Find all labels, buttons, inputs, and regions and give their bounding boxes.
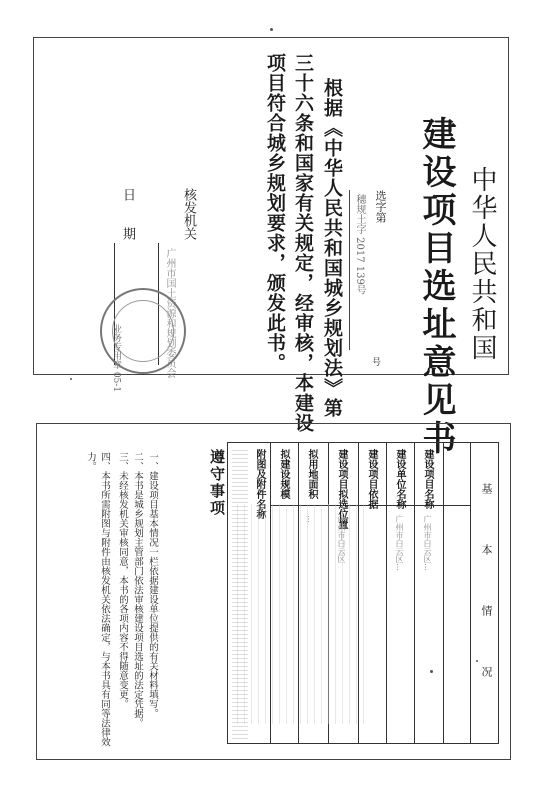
- table-divider: [470, 443, 471, 743]
- field-label-unit-name: 建设单位名称: [394, 449, 405, 509]
- seal-text: 业务专用章 05-1: [111, 324, 121, 393]
- field-value-project-name: 广州市白云区…: [423, 515, 432, 571]
- number-underline: [349, 190, 351, 350]
- certificate-number-value: 穗规土字 2017 139号: [354, 194, 365, 295]
- table-col-band: [386, 443, 387, 743]
- field-label-area: 拟用地面积: [306, 449, 317, 499]
- notice-item-2: 二、本书是城乡规划主管部门依法审核建设项目选址的法定凭据。: [132, 452, 143, 728]
- field-value-area: …: [306, 515, 315, 523]
- notice-title: 遵守事项: [208, 449, 226, 517]
- date-label: 日 期: [120, 188, 135, 240]
- table-divider: [443, 443, 444, 743]
- scan-speck: [270, 28, 273, 31]
- body-line-3: 项目符合城乡规划要求，颁发此书。: [264, 53, 286, 373]
- attachments-label: 附图及附件名称: [254, 449, 265, 519]
- number-suffix: 号: [372, 358, 382, 368]
- form-page: [36, 423, 511, 760]
- issuer-value: 广州市国土资源和规划委员会: [164, 248, 175, 378]
- official-seal: [100, 288, 186, 393]
- notice-item-3: 三、未经核发机关审核同意，本书的各项内容不得随意变更。: [117, 452, 128, 709]
- field-label-scale: 拟建设规模: [278, 449, 289, 499]
- body-line-1: 根据《中华人民共和国城乡规划法》第: [321, 78, 343, 418]
- certificate-number-label: 选字第: [374, 190, 387, 223]
- field-value-location: 广州市白云区: [337, 515, 346, 563]
- country-title: 中华人民共和国: [467, 166, 497, 362]
- notice-item-1: 一、建设项目基本情况一栏依据建设单位提供的有关材料填写。: [147, 452, 158, 718]
- field-label-location: 建设项目拟选位置: [336, 449, 347, 529]
- field-label-project-name: 建设项目名称: [422, 449, 433, 509]
- basic-info-label: 基本情况: [480, 483, 493, 727]
- table-col-band: [414, 443, 415, 743]
- faint-text-area: [237, 504, 367, 724]
- certificate-page: [33, 37, 509, 458]
- issuer-label: 核发机关: [181, 188, 196, 240]
- field-value-unit-name: 广州市白云区…: [395, 515, 404, 571]
- field-label-basis: 建设项目依据: [366, 449, 377, 509]
- certificate-title: 建设项目选址意见书: [416, 116, 456, 458]
- notice-item-4: 四、本书所需附图与附件由核发机关依法确定，与本书具有同等法律效力。: [85, 452, 110, 747]
- scan-speck: [70, 378, 72, 380]
- body-line-2: 三十六条和国家有关规定，经审核，本建设: [292, 53, 314, 433]
